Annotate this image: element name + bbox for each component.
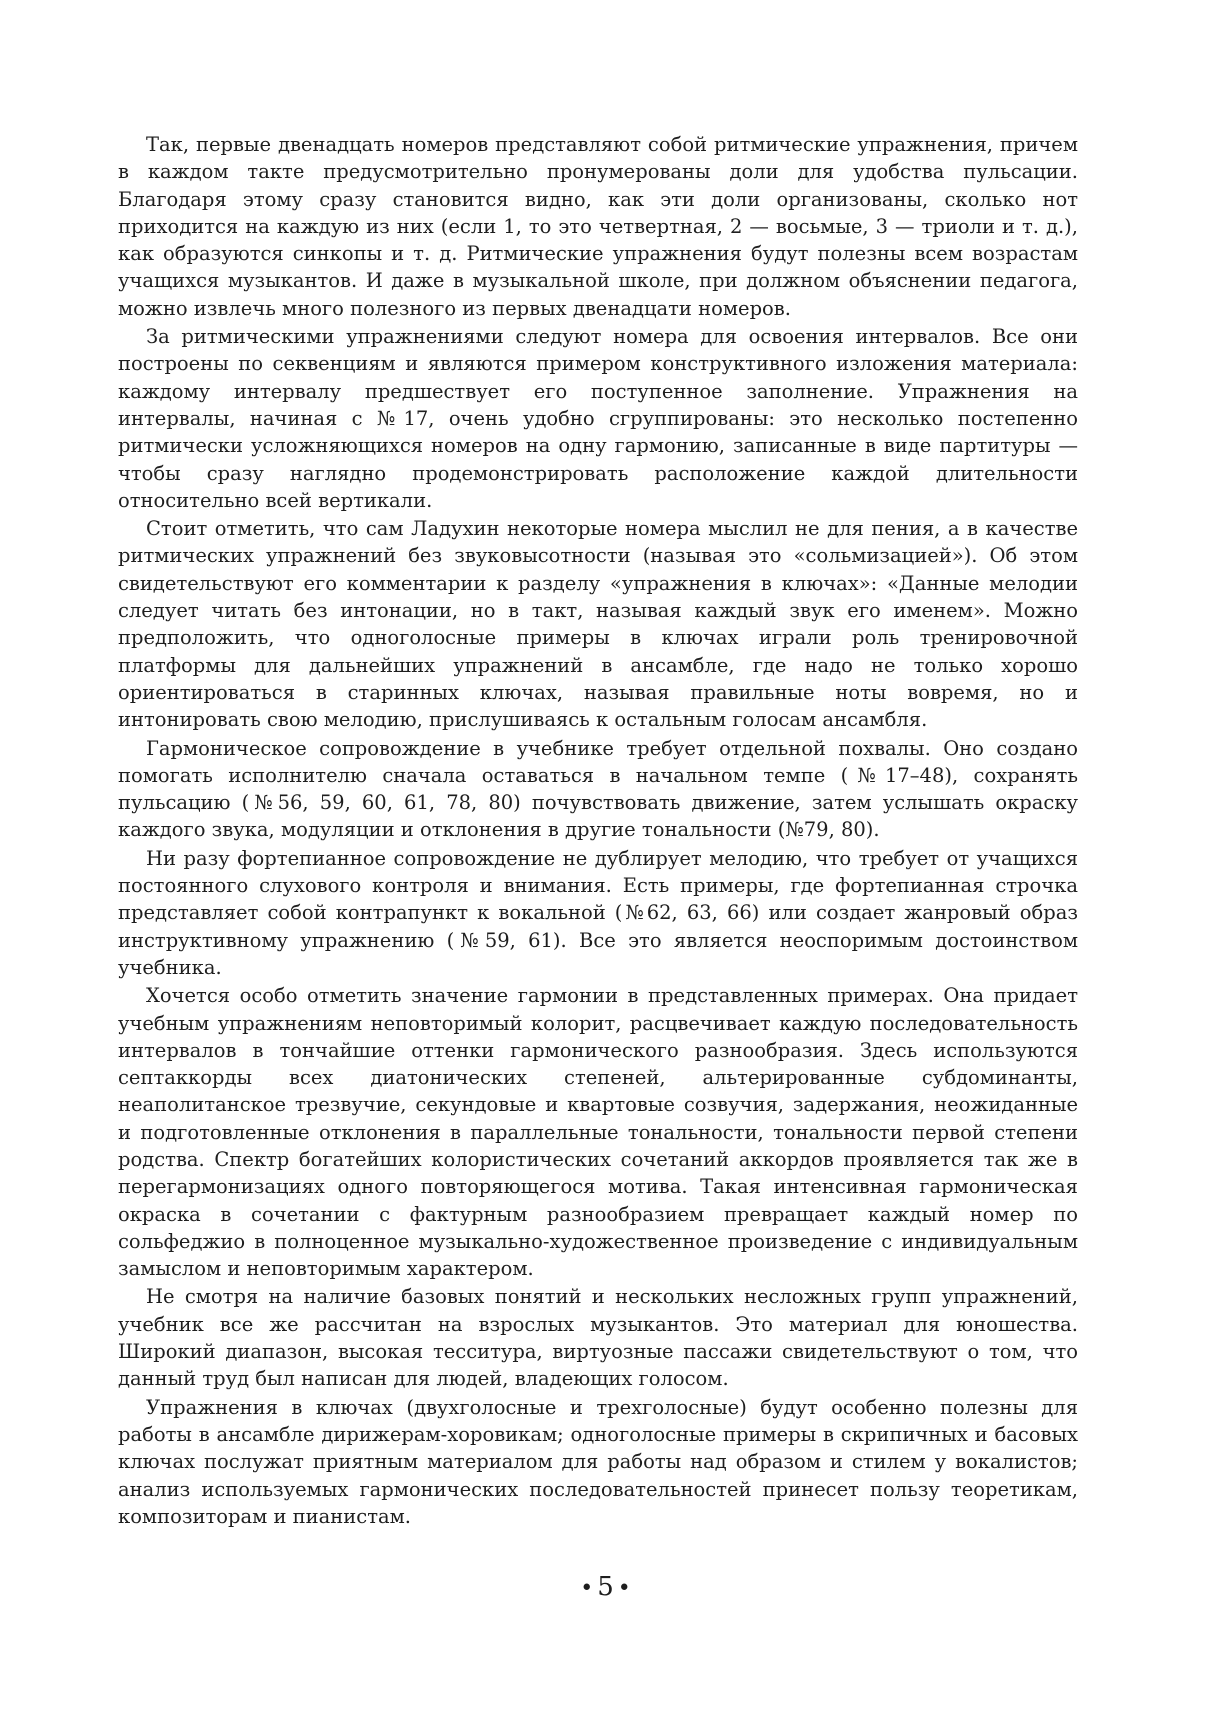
paragraph-harmonic-accompaniment: Гармоническое сопровождение в учебнике требует отдельной похвалы. Оно создано помогать исполнителю сначала оставаться в начальном темпе (№17–48), сохранять пульсацию (№56, 59, 60, 61, 78, 80) почувствовать движение, затем услышать окраску каждого звука, модуляции и отклонения в другие тональности (№79, 80).	[118, 736, 1078, 842]
paragraph-harmony-significance: Хочется особо отметить значение гармонии в представленных примерах. Она придает учебным упражнениям неповторимый колорит, расцвечивает каждую последовательность интервалов в тончайшие оттенки гармонического разнообразия. Здесь используются септаккорды всех диатонических степеней, альтерированные субдоминанты, неаполитанское трезвучие, секундовые и квартовые созвучия, задержания, неожиданные и подготовленные отклонения в параллельные тональности, тональности первой степени родства. Спектр богатейших колористических сочетаний аккордов проявляется так же в перегармонизациях одного повторяющегося мотива. Такая интенсивная гармоническая окраска в сочетании с фактурным разнообразием превращает каждый номер по сольфеджио в полноценное музыкально-художественное произведение с индивидуальным замыслом и неповторимым характером.	[118, 984, 1078, 1281]
paragraph-rhythm-exercises: Так, первые двенадцать номеров представляют собой ритмические упражнения, причем в каждом такте предусмотрительно пронумерованы доли для удобства пульсации. Благодаря этому сразу становится видно, как эти доли организованы, сколько нот приходится на каждую из них (если 1, то это четвертная, 2 — восьмые, 3 — триоли и т. д.), как образуются синкопы и т. д. Ритмические упражнения будут полезны всем возрастам учащихся музыкантов. И даже в музыкальной школе, при должном объяснении педагога, можно извлечь много полезного из первых двенадцати номеров.	[118, 133, 1078, 320]
paragraph-usefulness: Упражнения в ключах (двухголосные и трехголосные) будут особенно полезны для работы в ансамбле дирижерам-хоровикам; одноголосные примеры в скрипичных и басовых ключах послужат приятным материалом для работы над образом и стилем у вокалистов; анализ используемых гармонических последовательностей принесет пользу теоретикам, композиторам и пианистам.	[118, 1395, 1078, 1528]
page-number-value: 5	[597, 1572, 614, 1602]
paragraph-piano-accompaniment: Ни разу фортепианное сопровождение не дублирует мелодию, что требует от учащихся постоянного слухового контроля и внимания. Есть примеры, где фортепианная строчка представляет собой контрапункт к вокальной (№62, 63, 66) или создает жанровый образ инструктивному упражнению (№59, 61). Все это является неоспоримым достоинством учебника.	[118, 846, 1078, 979]
paragraph-solmization: Стоит отметить, что сам Ладухин некоторые номера мыслил не для пения, а в качестве ритмических упражнений без звуковысотности (называя это «сольмизацией»). Об этом свидетельствуют его комментарии к разделу «упражнения в ключах»: «Данные мелодии следует читать без интонации, но в такт, называя каждый звук его именем». Можно предположить, что одноголосные примеры в ключах играли роль тренировочной платформы для дальнейших упражнений в ансамбле, где надо не только хорошо ориентироваться в старинных ключах, называя правильные ноты вовремя, но и интонировать свою мелодию, прислушиваясь к остальным голосам ансамбля.	[118, 517, 1078, 732]
page-body	[118, 131, 1078, 1531]
paragraph-target-audience: Не смотря на наличие базовых понятий и нескольких несложных групп упражнений, учебник все же рассчитан на взрослых музыкантов. Это материал для юношества. Широкий диапазон, высокая тесситура, виртуозные пассажи свидетельствуют о том, что данный труд был написан для людей, владеющих голосом.	[118, 1285, 1078, 1391]
bullet-right-icon: •	[617, 1576, 631, 1601]
page-number	[0, 1572, 1211, 1602]
bullet-left-icon: •	[580, 1576, 594, 1601]
paragraph-interval-exercises: За ритмическими упражнениями следуют номера для освоения интервалов. Все они построены по секвенциям и являются примером конструктивного изложения материала: каждому интервалу предшествует его поступенное заполнение. Упражнения на интервалы, начиная с №17, очень удобно сгруппированы: это несколько постепенно ритмически усложняющихся номеров на одну гармонию, записанные в виде партитуры — чтобы сразу наглядно продемонстрировать расположение каждой длительности относительно всей вертикали.	[118, 325, 1078, 512]
